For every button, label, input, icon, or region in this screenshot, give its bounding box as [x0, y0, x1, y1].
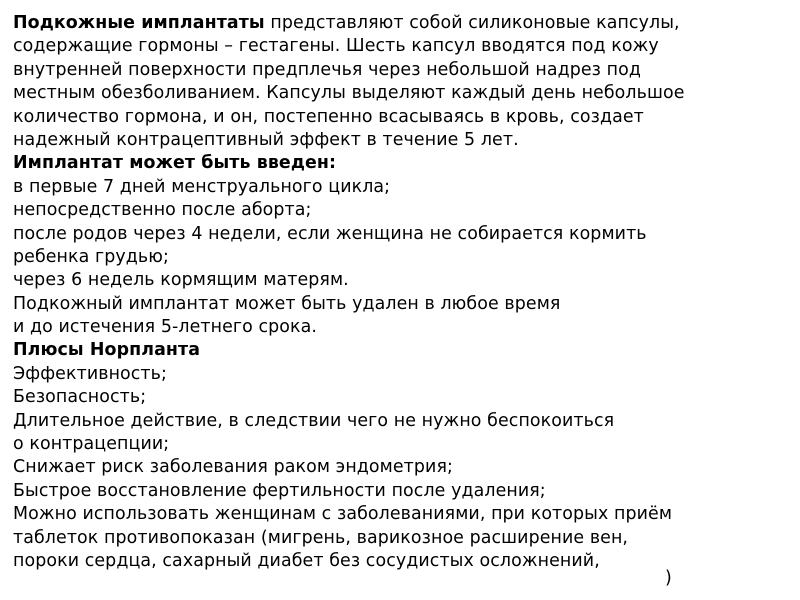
pros-line-8: таблеток противопоказан (мигрень, варикозное расширение вен, [13, 527, 629, 548]
insertion-heading: Имплантат может быть введен: [13, 153, 337, 174]
intro-line-4: местным обезболиванием. Капсулы выделяют каждый день небольшое [13, 83, 685, 104]
pros-line-2: Безопасность; [13, 387, 147, 408]
insertion-line-6: Подкожный имплантат может быть удален в любое время [13, 293, 561, 314]
pros-line-4: о контрацепции; [13, 434, 170, 455]
intro-line-1-rest: представляют собой силиконовые капсулы, [264, 13, 680, 33]
pros-line-3: Длительное действие, в следствии чего не нужно беспокоиться [13, 410, 615, 431]
intro-line-5: количество гормона, и он, постепенно всасываясь в кровь, создает [13, 106, 644, 127]
slide-text-body [13, 12, 793, 591]
insertion-line-7: и до истечения 5-летнего срока. [13, 317, 318, 338]
insertion-line-1: в первые 7 дней менструального цикла; [13, 176, 391, 197]
intro-line-6: надежный контрацептивный эффект в течение 5 лет. [13, 129, 519, 150]
pros-heading: Плюсы Норпланта [13, 340, 201, 361]
insertion-line-4: ребенка грудью; [13, 246, 169, 267]
pros-line-1: Эффективность; [13, 363, 167, 384]
pros-line-6: Быстрое восстановление фертильности после удаления; [13, 480, 546, 501]
insertion-line-5: через 6 недель кормящим матерям. [13, 270, 349, 291]
pros-line-9: пороки сердца, сахарный диабет без сосудистых осложнений, [13, 550, 600, 571]
insertion-line-2: непосредственно после аборта; [13, 200, 312, 221]
insertion-line-3: после родов через 4 недели, если женщина не собирается кормить [13, 223, 647, 244]
pros-line-5: Снижает риск заболевания раком эндометрия; [13, 457, 453, 478]
intro-line-1 [13, 12, 793, 35]
pros-line-10-cut: ) [665, 568, 672, 589]
intro-line-2: содержащие гормоны – гестагены. Шесть капсул вводятся под кожу [13, 36, 659, 57]
intro-lead-term: Подкожные имплантаты [13, 13, 265, 33]
pros-line-7: Можно использовать женщинам с заболеваниями, при которых приём [13, 504, 673, 525]
intro-line-3: внутренней поверхности предплечья через небольшой надрез под [13, 59, 641, 80]
